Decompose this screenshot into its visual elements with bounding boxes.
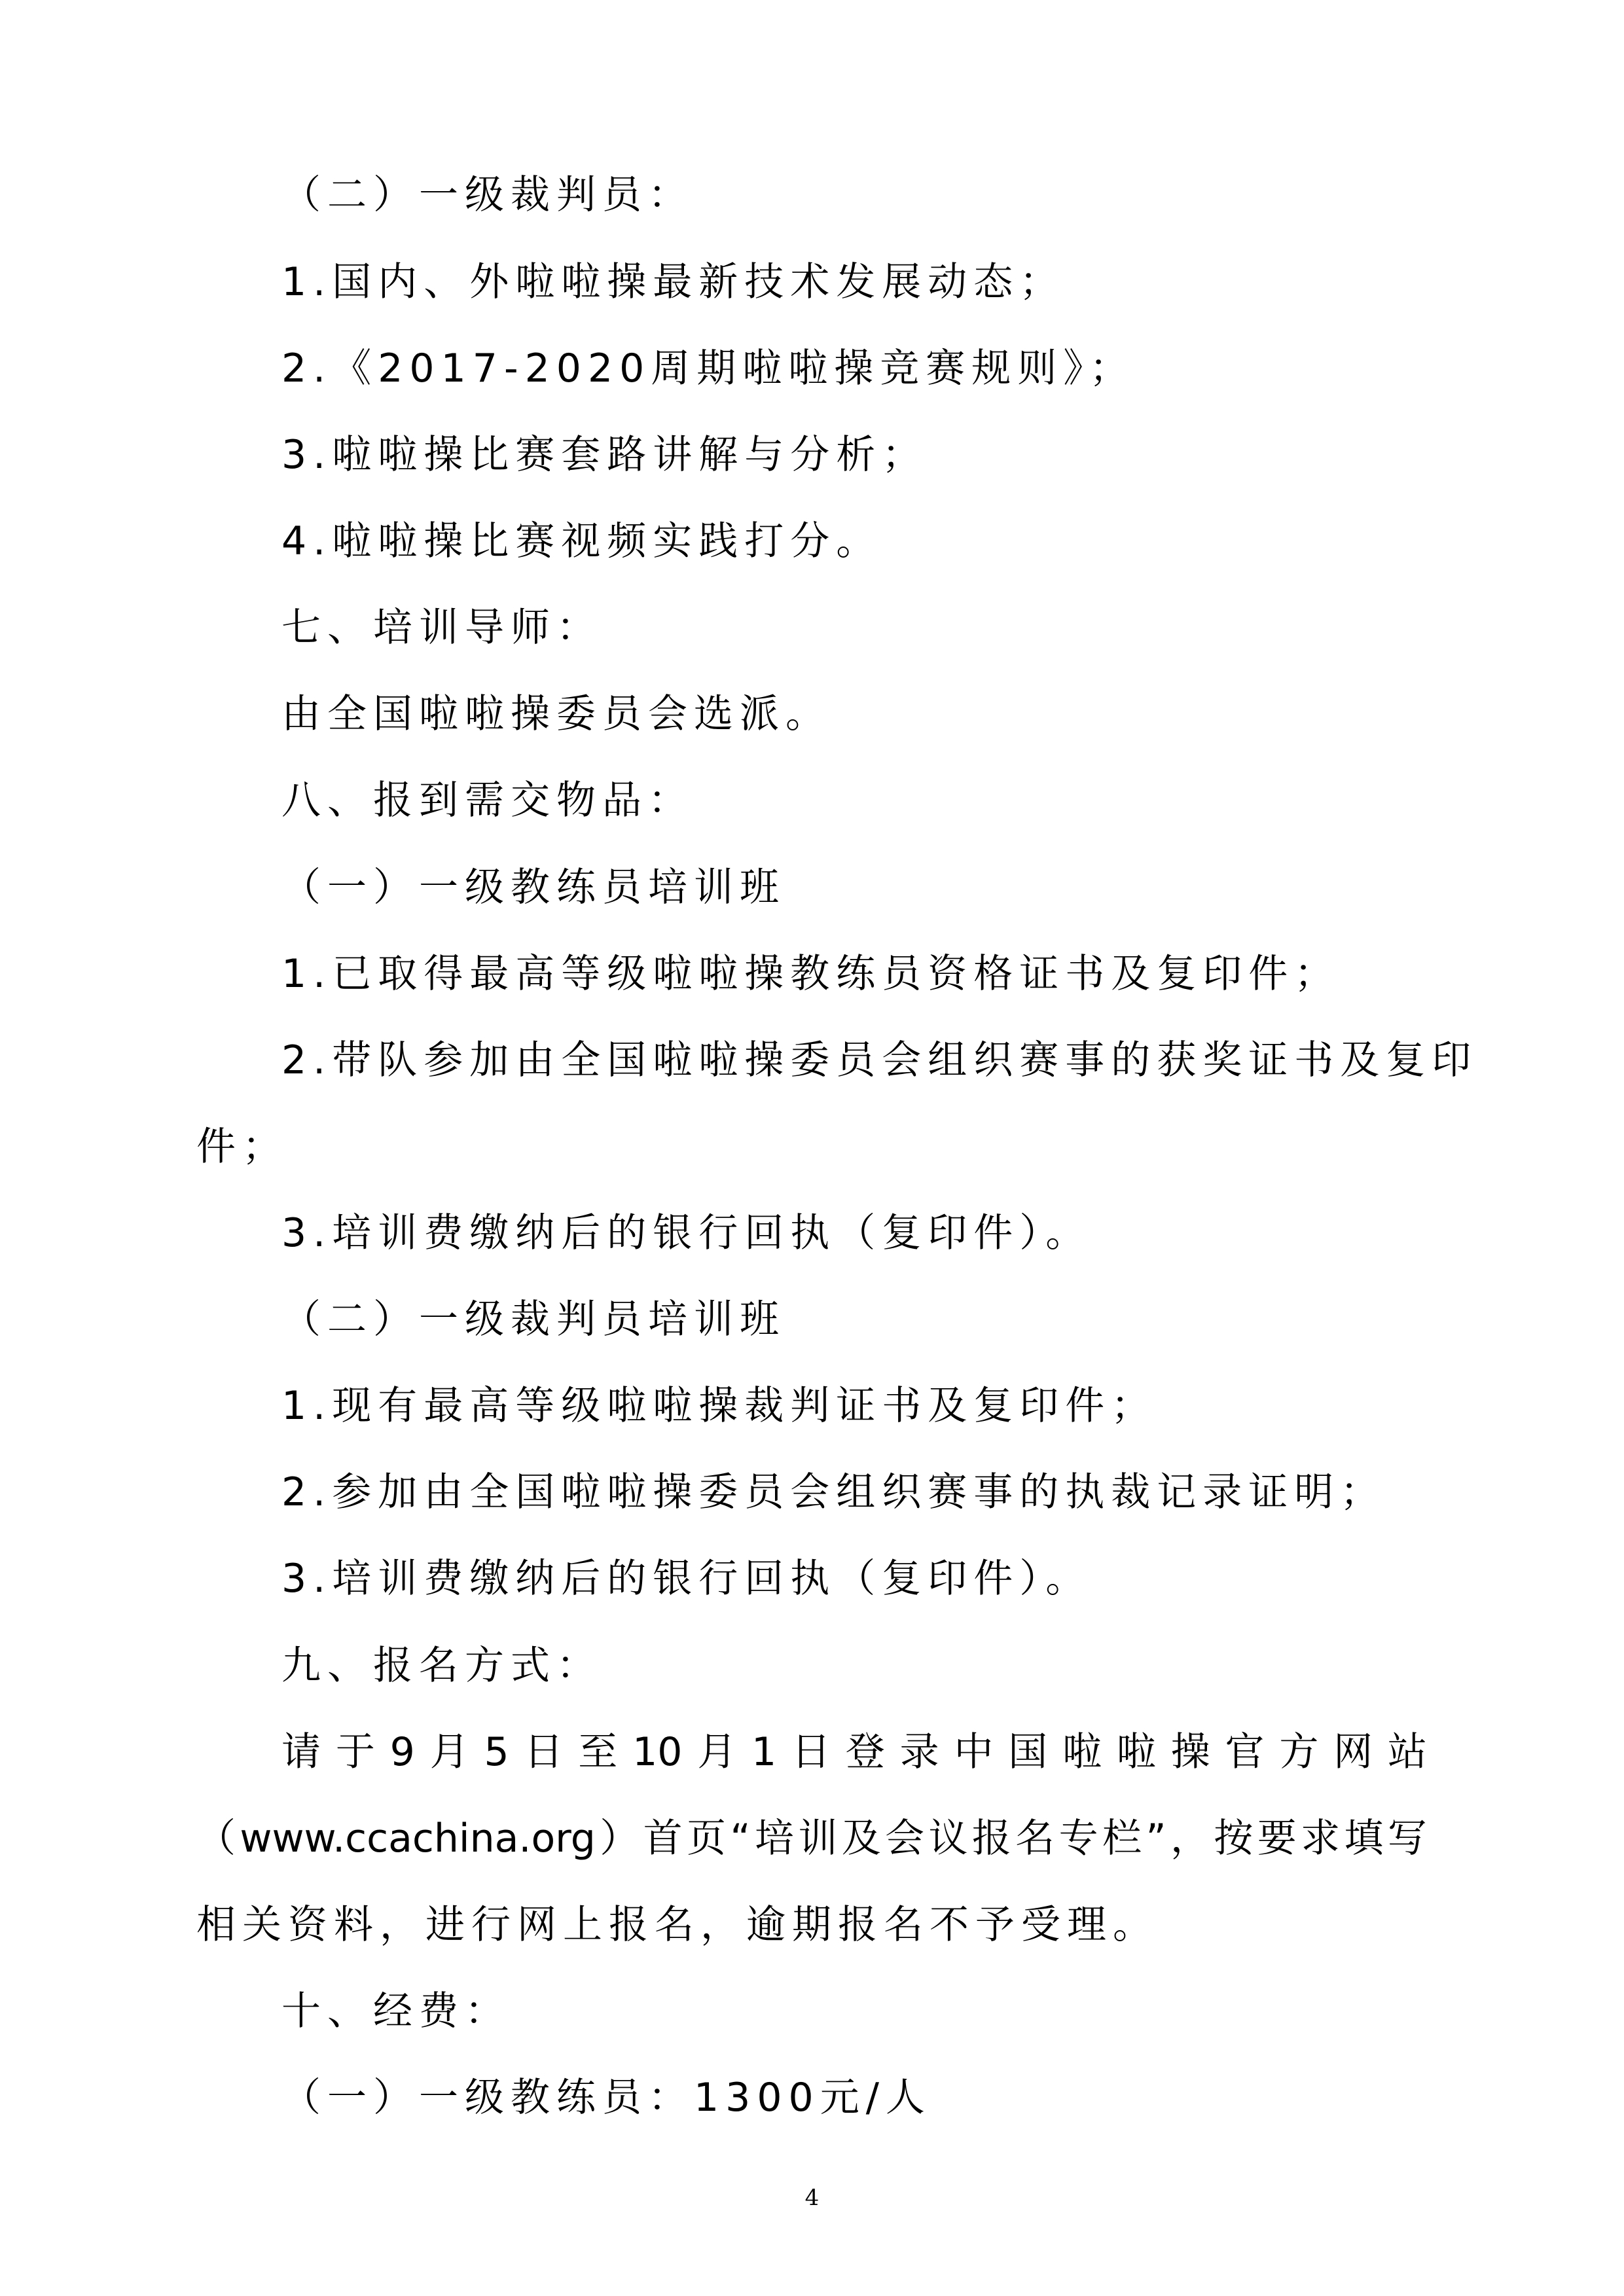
paragraph-line-justified (281, 1729, 1427, 1775)
text-run: 训 (798, 1816, 838, 1861)
section-heading-fees: 十、经费： (281, 1988, 511, 2034)
text-run: 官 (1225, 1729, 1265, 1775)
list-item: 3.培训费缴纳后的银行回执（复印件）。 (281, 1556, 1092, 1602)
text-run: 国 (1008, 1729, 1048, 1775)
text-run: 求 (1301, 1816, 1341, 1861)
text-run: 日 (791, 1729, 831, 1775)
text-run: 会 (885, 1816, 925, 1861)
text-run: 日 (524, 1729, 564, 1775)
list-item: 3.培训费缴纳后的银行回执（复印件）。 (281, 1210, 1092, 1256)
text-run: 请 (281, 1729, 321, 1775)
text-run: 首 (643, 1816, 683, 1861)
text-run: 10 (632, 1729, 683, 1775)
text-run: 页 (687, 1816, 727, 1861)
text-run: 按 (1214, 1816, 1254, 1861)
text-run: ” (1146, 1816, 1166, 1861)
text-run: 5 (484, 1729, 509, 1775)
text-run: 1 (751, 1729, 777, 1775)
text-run: “ (730, 1816, 751, 1861)
text-run: 月 (697, 1729, 737, 1775)
paragraph-line-justified (196, 1816, 1427, 1861)
text-run: 培 (754, 1816, 794, 1861)
paragraph: 由全国啦啦操委员会选派。 (281, 691, 831, 737)
text-run: 啦 (1062, 1729, 1102, 1775)
text-run: 中 (954, 1729, 994, 1775)
text-run: 于 (335, 1729, 375, 1775)
text-run: www.ccachina.org (240, 1816, 596, 1861)
text-run: 栏 (1102, 1816, 1142, 1861)
text-run: 议 (928, 1816, 968, 1861)
text-run: 录 (899, 1729, 939, 1775)
paragraph-line: 相关资料，进行网上报名，逾期报名不予受理。 (196, 1902, 1159, 1948)
list-item: 2.参加由全国啦啦操委员会组织赛事的执裁记录证明； (281, 1469, 1386, 1515)
list-item: 2.带队参加由全国啦啦操委员会组织赛事的获奖证书及复印 (281, 1037, 1478, 1083)
text-run: 专 (1058, 1816, 1098, 1861)
text-run: 名 (1015, 1816, 1055, 1861)
text-run: 月 (429, 1729, 469, 1775)
list-item: 2.《2017-2020周期啦啦操竞赛规则》； (281, 346, 1136, 391)
section-heading-instructors: 七、培训导师： (281, 605, 602, 651)
list-item: 1.已取得最高等级啦啦操教练员资格证书及复印件； (281, 951, 1341, 997)
text-run: 网 (1333, 1729, 1373, 1775)
list-item: 1.国内、外啦啦操最新技术发展动态； (281, 259, 1066, 305)
list-item-continuation: 件； (196, 1124, 288, 1170)
text-run: 至 (578, 1729, 618, 1775)
section-heading-registration: 九、报名方式： (281, 1643, 602, 1689)
text-run: 站 (1387, 1729, 1427, 1775)
subheading-coach-class: （一）一级教练员培训班 (281, 865, 785, 910)
subheading-referee-class: （二）一级裁判员培训班 (281, 1297, 785, 1342)
text-run: 9 (389, 1729, 415, 1775)
text-run: ） (600, 1816, 640, 1861)
text-run: 要 (1257, 1816, 1297, 1861)
text-run: 方 (1279, 1729, 1319, 1775)
text-run: 填 (1344, 1816, 1384, 1861)
text-run: 报 (971, 1816, 1011, 1861)
text-run: ， (1170, 1816, 1210, 1861)
list-item: 1.现有最高等级啦啦操裁判证书及复印件； (281, 1383, 1157, 1429)
list-item: 3.啦啦操比赛套路讲解与分析； (281, 432, 928, 478)
text-run: （ (196, 1816, 236, 1861)
text-run: 啦 (1116, 1729, 1156, 1775)
list-item: 4.啦啦操比赛视频实践打分。 (281, 518, 882, 564)
section-heading-materials: 八、报到需交物品： (281, 778, 694, 823)
fee-item: （一）一级教练员：1300元/人 (281, 2075, 931, 2121)
text-run: 操 (1170, 1729, 1210, 1775)
text-run: 写 (1387, 1816, 1427, 1861)
subheading-referee: （二）一级裁判员： (281, 172, 694, 218)
text-run: 登 (845, 1729, 885, 1775)
page-number: 4 (804, 2185, 820, 2211)
text-run: 及 (841, 1816, 881, 1861)
